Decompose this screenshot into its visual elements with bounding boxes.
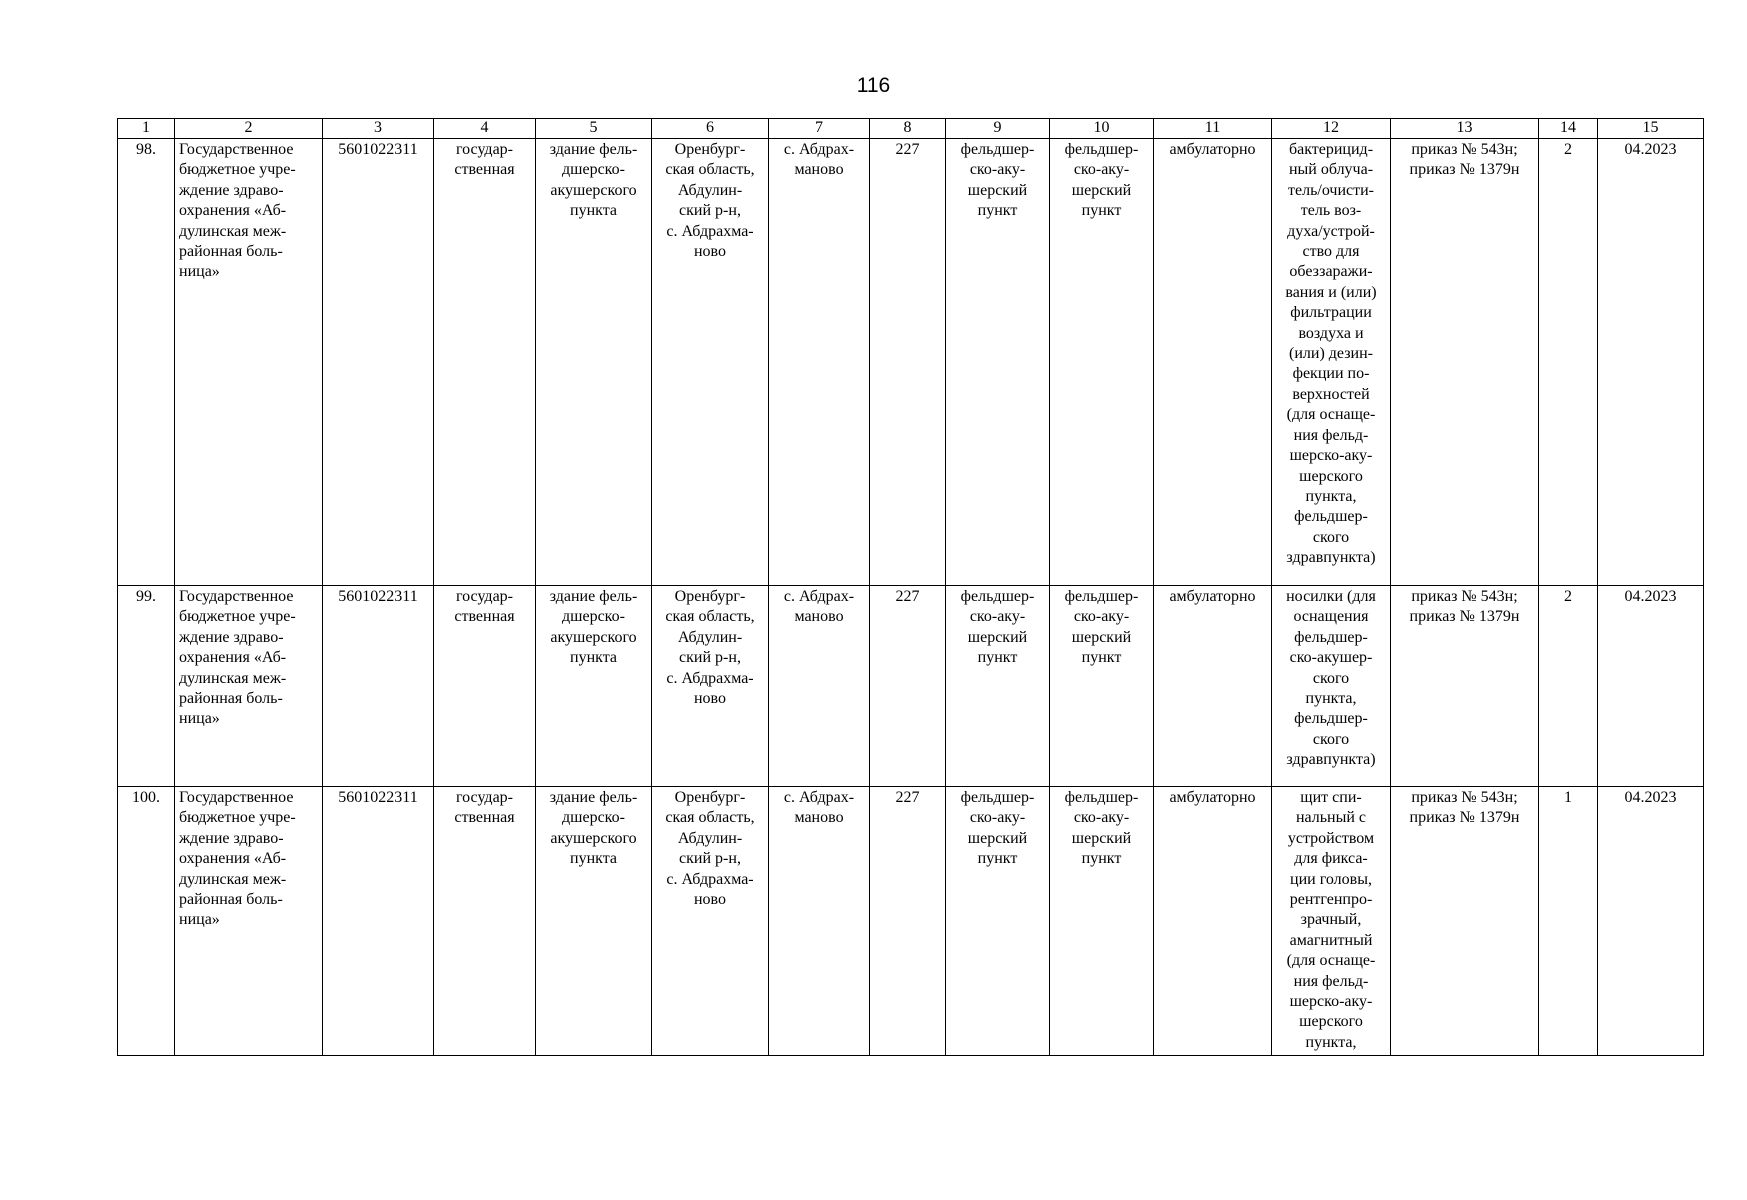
care-conditions: амбулаторно [1154, 787, 1272, 1056]
regulatory-orders: приказ № 543н; приказ № 1379н [1391, 586, 1539, 787]
ownership-form: государ- ственная [434, 586, 536, 787]
organization-name: Государственное бюджетное учре- ждение здраво- охранения «Аб- дулинская меж- районная боль- ница» [175, 139, 323, 586]
building-type: здание фель- дшерско- акушерского пункта [536, 139, 652, 586]
care-conditions: амбулаторно [1154, 586, 1272, 787]
column-number: 11 [1154, 119, 1272, 139]
table-row [118, 586, 1704, 787]
equipment-registry-table [117, 118, 1704, 1056]
row-number: 99. [118, 586, 175, 787]
equipment-name: носилки (для оснащения фельдшер- ско-акушер- ского пункта, фельдшер- ского здравпункта) [1272, 586, 1391, 787]
column-number: 8 [870, 119, 946, 139]
unit-type: фельдшер- ско-аку- шерский пункт [946, 586, 1050, 787]
locality: с. Абдрах- маново [769, 787, 870, 1056]
building-type: здание фель- дшерско- акушерского пункта [536, 586, 652, 787]
regulatory-orders: приказ № 543н; приказ № 1379н [1391, 787, 1539, 1056]
column-number: 9 [946, 119, 1050, 139]
inn: 5601022311 [323, 139, 434, 586]
column-number: 2 [175, 119, 323, 139]
building-type: здание фель- дшерско- акушерского пункта [536, 787, 652, 1056]
column-number: 6 [652, 119, 769, 139]
table-row [118, 787, 1704, 1056]
equipment-name: бактерицид- ный облуча- тель/очисти- тель воз- духа/устрой- ство для обеззаражи- вания и (или) фильтрации воздуха и (или) дезин- фекции по- верхностей (для оснаще- ния фельд- шерско-аку- шерского пункта, фельдшер- ского здравпункта) [1272, 139, 1391, 586]
address: Оренбург- ская область, Абдулин- ский р-н, с. Абдрахма- ново [652, 787, 769, 1056]
column-number: 13 [1391, 119, 1539, 139]
organization-name: Государственное бюджетное учре- ждение здраво- охранения «Аб- дулинская меж- районная боль- ница» [175, 787, 323, 1056]
unit-type: фельдшер- ско-аку- шерский пункт [946, 139, 1050, 586]
unit-type: фельдшер- ско-аку- шерский пункт [946, 787, 1050, 1056]
table-header [118, 119, 1704, 139]
quantity: 1 [1539, 787, 1598, 1056]
column-number: 3 [323, 119, 434, 139]
equipment-name: щит спи- нальный с устройством для фикса- ции головы, рентгенпро- зрачный, амагнитный (для оснаще- ния фельд- шерско-аку- шерского пункта, [1272, 787, 1391, 1056]
subunit-type: фельдшер- ско-аку- шерский пункт [1050, 586, 1154, 787]
ownership-form: государ- ственная [434, 139, 536, 586]
inn: 5601022311 [323, 586, 434, 787]
table-body [118, 139, 1704, 1056]
address: Оренбург- ская область, Абдулин- ский р-н, с. Абдрахма- ново [652, 139, 769, 586]
page-number: 116 [856, 74, 891, 97]
regulatory-orders: приказ № 543н; приказ № 1379н [1391, 139, 1539, 586]
organization-name: Государственное бюджетное учре- ждение здраво- охранения «Аб- дулинская меж- районная боль- ница» [175, 586, 323, 787]
subunit-type: фельдшер- ско-аку- шерский пункт [1050, 139, 1154, 586]
quantity: 2 [1539, 586, 1598, 787]
code: 227 [870, 139, 946, 586]
header-row [118, 119, 1704, 139]
row-number: 98. [118, 139, 175, 586]
code: 227 [870, 787, 946, 1056]
ownership-form: государ- ственная [434, 787, 536, 1056]
column-number: 12 [1272, 119, 1391, 139]
locality: с. Абдрах- маново [769, 139, 870, 586]
address: Оренбург- ская область, Абдулин- ский р-н, с. Абдрахма- ново [652, 586, 769, 787]
row-number: 100. [118, 787, 175, 1056]
column-number: 10 [1050, 119, 1154, 139]
locality: с. Абдрах- маново [769, 586, 870, 787]
column-number: 15 [1598, 119, 1704, 139]
date: 04.2023 [1598, 787, 1704, 1056]
column-number: 4 [434, 119, 536, 139]
code: 227 [870, 586, 946, 787]
date: 04.2023 [1598, 586, 1704, 787]
care-conditions: амбулаторно [1154, 139, 1272, 586]
column-number: 1 [118, 119, 175, 139]
column-number: 7 [769, 119, 870, 139]
inn: 5601022311 [323, 787, 434, 1056]
subunit-type: фельдшер- ско-аку- шерский пункт [1050, 787, 1154, 1056]
quantity: 2 [1539, 139, 1598, 586]
date: 04.2023 [1598, 139, 1704, 586]
table-row [118, 139, 1704, 586]
column-number: 14 [1539, 119, 1598, 139]
column-number: 5 [536, 119, 652, 139]
